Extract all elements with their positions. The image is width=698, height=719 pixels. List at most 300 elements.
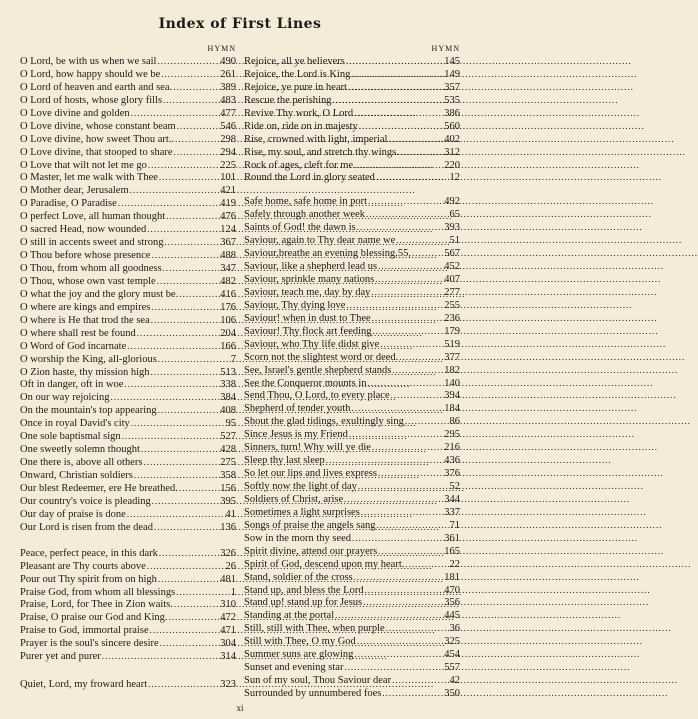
dot-leader xyxy=(130,184,217,198)
index-entry xyxy=(244,273,460,286)
index-entry xyxy=(244,519,460,532)
index-entry xyxy=(244,260,460,273)
first-line-text: One there is, above all others xyxy=(20,457,143,469)
index-entry xyxy=(244,159,460,172)
index-entry xyxy=(20,547,236,560)
hymn-number: 1 xyxy=(230,586,236,598)
dot-leader xyxy=(118,197,217,211)
hymn-number: 149 xyxy=(444,68,460,80)
hymn-number: 358 xyxy=(220,470,236,481)
hymn-number: 156 xyxy=(220,482,236,494)
dot-leader xyxy=(176,586,217,600)
first-line-text: O Thou before whose presence xyxy=(20,250,151,262)
first-line-text: Rescue the perishing xyxy=(244,94,332,106)
first-line-text: O sacred Head, now wounded xyxy=(20,224,147,236)
first-line-text: Safe home, safe home in port xyxy=(244,196,368,208)
first-line-text: Surrounded by unnumbered foes xyxy=(244,688,382,699)
dot-leader xyxy=(388,133,441,147)
hymn-number: 140 xyxy=(444,377,460,389)
index-entry xyxy=(20,171,236,184)
first-line-text: Shepherd of tender youth xyxy=(244,403,351,415)
hymn-number: 310 xyxy=(220,599,236,611)
index-entry xyxy=(20,443,236,456)
index-entry xyxy=(244,133,460,146)
hymn-number: 347 xyxy=(220,263,236,274)
index-entry xyxy=(244,532,460,545)
dot-leader xyxy=(158,573,217,587)
dot-leader xyxy=(354,571,441,585)
hymn-number: 42 xyxy=(449,675,460,687)
index-entry xyxy=(20,236,236,249)
dot-leader xyxy=(179,482,217,496)
hymn-number: 567 xyxy=(444,248,460,260)
first-line-text: Pour out Thy spirit from on high xyxy=(20,573,157,585)
dot-leader xyxy=(124,378,217,392)
dot-leader xyxy=(354,159,441,173)
index-entry xyxy=(20,68,236,81)
hymn-number: 220 xyxy=(444,159,460,171)
first-line-text: Rock of ages, cleft for me xyxy=(244,159,354,171)
first-line-text: O Love divine, whose constant beam xyxy=(20,120,176,132)
dot-leader xyxy=(147,223,217,237)
hymn-number: 101 xyxy=(220,172,236,184)
index-entry xyxy=(20,210,236,223)
dot-leader xyxy=(154,521,217,535)
hymn-number: 471 xyxy=(220,625,236,637)
dot-leader xyxy=(127,508,217,522)
first-line-text: One sweetly solemn thought xyxy=(20,444,140,456)
index-entry xyxy=(20,262,236,275)
first-line-text: Our day of praise is done xyxy=(20,508,126,520)
dot-leader xyxy=(351,68,441,82)
hymn-number: 428 xyxy=(220,444,236,456)
hymn-number: 298 xyxy=(220,133,236,145)
dot-leader xyxy=(157,275,217,289)
hymn-number: 476 xyxy=(220,211,236,223)
hymn-number: 490 xyxy=(220,56,236,67)
index-entry xyxy=(244,171,460,184)
index-entry xyxy=(244,622,460,635)
hymn-number: 261 xyxy=(220,68,236,80)
dot-leader xyxy=(346,55,441,69)
first-line-text: Saints of God! the dawn is xyxy=(244,222,356,234)
dot-leader xyxy=(163,94,217,108)
left-entries xyxy=(20,55,236,691)
first-line-text: O where are kings and empires xyxy=(20,301,151,313)
first-line-text: Shout the glad tidings, exultingly sing xyxy=(244,416,404,428)
hymn-number: 216 xyxy=(444,442,460,454)
dot-leader xyxy=(352,532,441,546)
index-entry xyxy=(20,366,236,379)
hymn-number: 204 xyxy=(220,327,236,339)
first-line-text: O Zion haste, thy mission high xyxy=(20,366,150,378)
dot-leader xyxy=(102,650,217,664)
dot-leader xyxy=(405,415,441,429)
first-line-text: Peace, perfect peace, in this dark xyxy=(20,547,158,559)
index-entry xyxy=(244,120,460,133)
first-line-text: Sunset and evening star xyxy=(244,662,344,674)
index-entry xyxy=(20,197,236,210)
index-entry xyxy=(20,482,236,495)
dot-leader xyxy=(127,340,217,354)
hymn-number: 26 xyxy=(225,560,236,572)
index-entry xyxy=(20,417,236,430)
index-entry xyxy=(20,340,236,353)
first-line-text: Saviour, Thy dying love xyxy=(244,299,346,311)
column-header-hymn: HYMN xyxy=(207,44,236,53)
first-line-text: Saviour, sprinkle many nations xyxy=(244,274,375,285)
first-line-text: Praise, O praise our God and King. xyxy=(20,612,168,624)
dot-leader xyxy=(361,506,441,520)
hymn-number: 277 xyxy=(444,286,460,298)
first-line-text: Still with Thee, O my God xyxy=(244,636,356,648)
hymn-number: 395 xyxy=(220,495,236,507)
hymn-number: 408 xyxy=(220,405,236,417)
dot-leader xyxy=(143,456,217,470)
hymn-number: 419 xyxy=(220,198,236,210)
hymn-number: 452 xyxy=(444,261,460,273)
index-entry xyxy=(20,249,236,262)
hymn-number: 325 xyxy=(444,636,460,648)
index-entry xyxy=(20,650,236,663)
dot-leader xyxy=(131,417,217,431)
index-entry xyxy=(20,469,236,482)
index-entry xyxy=(244,648,460,661)
hymn-number: 357 xyxy=(444,81,460,93)
hymn-number: 481 xyxy=(220,573,236,585)
index-entry xyxy=(244,55,460,68)
index-entry xyxy=(20,133,236,146)
dot-leader xyxy=(175,133,217,147)
hymn-number: 546 xyxy=(220,120,236,132)
index-entry xyxy=(20,353,236,366)
hymn-number: 367 xyxy=(220,237,236,249)
dot-leader xyxy=(377,519,441,533)
hymn-number: 181 xyxy=(444,571,460,583)
dot-leader xyxy=(148,678,217,692)
index-entry xyxy=(20,624,236,637)
index-entry xyxy=(20,560,236,573)
first-line-text: O Paradise, O Paradise xyxy=(20,198,117,210)
first-line-text: Pleasant are Thy courts above xyxy=(20,560,146,572)
hymn-number: 86 xyxy=(449,416,460,428)
first-line-text: See, Israel's gentle shepherd stands xyxy=(244,364,392,376)
hymn-number: 22 xyxy=(449,558,460,570)
dot-leader xyxy=(412,247,441,261)
first-line-text: O Mother dear, Jerusalem xyxy=(20,185,129,197)
index-entry xyxy=(20,223,236,236)
group-spacer xyxy=(20,534,236,547)
first-line-text: Saviour, who Thy life didst give xyxy=(244,338,380,350)
hymn-number: 492 xyxy=(444,196,460,208)
index-entry xyxy=(20,611,236,624)
dot-leader xyxy=(348,81,441,95)
page-number: xi xyxy=(236,703,244,713)
hymn-number: 376 xyxy=(444,468,460,480)
dot-leader xyxy=(399,351,441,365)
first-line-text: O Lord, how happy should we be xyxy=(20,68,161,80)
hymn-number: 472 xyxy=(220,612,236,624)
first-line-text: See the Conqueror mounts in xyxy=(244,377,367,389)
index-entry xyxy=(244,571,460,584)
dot-leader xyxy=(380,338,441,352)
dot-leader xyxy=(371,286,441,300)
index-column-left xyxy=(20,42,236,691)
first-line-text: Prayer is the soul's sincere desire xyxy=(20,638,159,650)
hymn-number: 377 xyxy=(444,351,460,363)
first-line-text: Stand up, and bless the Lord xyxy=(244,584,364,596)
first-line-text: Our Lord is risen from the dead xyxy=(20,521,153,533)
first-line-text: Rejoice, ye pure in heart xyxy=(244,81,347,93)
dot-leader xyxy=(177,120,217,134)
hymn-number: 12 xyxy=(449,172,460,184)
dot-leader xyxy=(151,366,218,380)
dot-leader xyxy=(160,637,217,651)
first-line-text: Rise, crowned with light, imperial xyxy=(244,133,388,145)
first-line-text: On the mountain's top appearing xyxy=(20,405,157,417)
hymn-number: 326 xyxy=(220,547,236,559)
dot-leader xyxy=(158,353,217,367)
first-line-text: One sole baptismal sign xyxy=(20,431,121,443)
dot-leader xyxy=(344,661,441,675)
dot-leader xyxy=(151,314,217,328)
dot-leader xyxy=(326,454,441,468)
hymn-number: 7 xyxy=(230,353,236,365)
dot-leader xyxy=(157,55,217,69)
hymn-number: 51 xyxy=(449,235,460,247)
index-entry xyxy=(244,221,460,234)
hymn-number: 165 xyxy=(444,545,460,557)
first-line-text: O Lord, be with us when we sail xyxy=(20,56,157,67)
first-line-text: Praise, Lord, for Thee in Zion waits. xyxy=(20,599,173,611)
index-entry xyxy=(244,635,460,648)
index-entry xyxy=(20,159,236,172)
hymn-number: 402 xyxy=(444,133,460,145)
first-line-text: Rejoice, all ye believers xyxy=(244,56,345,67)
first-line-text: Oft in danger, oft in woe xyxy=(20,379,124,391)
dot-leader xyxy=(365,584,441,598)
first-line-text: Sleep thy last sleep xyxy=(244,455,325,467)
first-line-text: Songs of praise the angels sang xyxy=(244,519,376,531)
dot-leader xyxy=(122,430,217,444)
dot-leader xyxy=(164,236,217,250)
hymn-number: 36 xyxy=(449,623,460,635)
first-line-text: Purer yet and purer xyxy=(20,651,101,663)
index-entry xyxy=(244,247,460,260)
dot-leader xyxy=(375,273,441,287)
dot-leader xyxy=(141,443,217,457)
dot-leader xyxy=(378,260,441,274)
dot-leader xyxy=(131,107,217,121)
dot-leader xyxy=(372,312,441,326)
hymn-number: 393 xyxy=(444,222,460,234)
dot-leader xyxy=(373,325,441,339)
dot-leader xyxy=(359,120,441,134)
hymn-number: 421 xyxy=(220,185,236,197)
index-entry xyxy=(244,454,460,467)
index-entry xyxy=(244,480,460,493)
dot-leader xyxy=(174,598,217,612)
dot-leader xyxy=(391,389,441,403)
hymn-number: 145 xyxy=(444,56,460,67)
first-line-text: O Master, let me walk with Thee xyxy=(20,172,158,184)
first-line-text: O Love divine and golden xyxy=(20,107,130,119)
dot-leader xyxy=(159,171,217,185)
index-entry xyxy=(244,146,460,159)
dot-leader xyxy=(151,301,217,315)
hymn-number: 407 xyxy=(444,274,460,285)
dot-leader xyxy=(159,547,217,561)
first-line-text: O Thou, from whom all goodness xyxy=(20,263,162,274)
dot-leader xyxy=(332,94,441,108)
first-line-text: Saviour, like a shepherd lead us xyxy=(244,261,378,273)
dot-leader xyxy=(147,560,217,574)
index-entry xyxy=(20,120,236,133)
first-line-text: Praise to God, immortal praise xyxy=(20,625,149,637)
index-entry xyxy=(244,596,460,609)
first-line-text: Saviour, teach me, day by day xyxy=(244,286,371,298)
hymn-number: 176 xyxy=(220,301,236,313)
index-entry xyxy=(20,521,236,534)
dot-leader xyxy=(166,210,217,224)
dot-leader xyxy=(152,495,217,509)
hymn-number: 304 xyxy=(220,638,236,650)
index-entry xyxy=(244,364,460,377)
group-spacer xyxy=(244,184,460,195)
first-line-text: Scorn not the slightest word or deed. xyxy=(244,351,399,363)
dot-leader xyxy=(335,609,441,623)
index-entry xyxy=(20,573,236,586)
index-entry xyxy=(244,94,460,107)
index-entry xyxy=(20,146,236,159)
hymn-number: 445 xyxy=(444,610,460,622)
first-line-text: Praise God, from whom all blessings xyxy=(20,586,176,598)
index-entry xyxy=(20,378,236,391)
index-entry xyxy=(244,208,460,221)
index-entry xyxy=(244,441,460,454)
dot-leader xyxy=(161,68,217,82)
hymn-number: 436 xyxy=(444,455,460,467)
dot-leader xyxy=(134,469,217,483)
dot-leader xyxy=(363,596,441,610)
hymn-number: 225 xyxy=(220,159,236,171)
first-line-text: Revive Thy work, O Lord xyxy=(244,107,354,119)
hymn-number: 295 xyxy=(444,429,460,441)
hymn-number: 124 xyxy=(220,224,236,236)
first-line-text: Round the Lord in glory seated xyxy=(244,172,375,184)
group-spacer xyxy=(20,663,236,678)
first-line-text: Sometimes a light surprises xyxy=(244,506,360,518)
index-entry xyxy=(244,286,460,299)
dot-leader xyxy=(174,146,217,160)
dot-leader xyxy=(354,107,441,121)
first-line-text: O Thou, whose own vast temple xyxy=(20,275,156,287)
index-entry xyxy=(244,299,460,312)
index-entry xyxy=(244,81,460,94)
first-line-text: On our way rejoicing xyxy=(20,392,110,404)
index-entry xyxy=(244,389,460,402)
index-entry xyxy=(244,545,460,558)
hymn-number: 356 xyxy=(444,597,460,609)
first-line-text: Soldiers of Christ, arise xyxy=(244,493,344,505)
index-entry xyxy=(244,428,460,441)
hymn-number: 350 xyxy=(444,688,460,699)
index-entry xyxy=(244,609,460,622)
dot-leader xyxy=(366,208,441,222)
dot-leader xyxy=(396,234,441,248)
dot-leader xyxy=(169,611,217,625)
dot-leader xyxy=(150,624,217,638)
hymn-number: 95 xyxy=(225,418,236,430)
dot-leader xyxy=(400,146,441,160)
first-line-text: O Love that wilt not let me go xyxy=(20,159,147,171)
first-line-text: Onward, Christian soldiers xyxy=(20,470,133,481)
hymn-number: 338 xyxy=(220,379,236,391)
hymn-number: 41 xyxy=(225,508,236,520)
index-entry xyxy=(244,493,460,506)
dot-leader xyxy=(148,159,217,173)
index-entry xyxy=(20,81,236,94)
dot-leader xyxy=(392,364,441,378)
hymn-number: 483 xyxy=(220,94,236,106)
first-line-text: O Lord of heaven and earth and sea. xyxy=(20,81,173,93)
index-entry xyxy=(244,467,460,480)
first-line-text: O worship the King, all-glorious xyxy=(20,353,157,365)
dot-leader xyxy=(378,467,441,481)
first-line-text: Safely through another week xyxy=(244,209,366,221)
first-line-text: Spirit divine, attend our prayers xyxy=(244,545,378,557)
first-line-text: Saviour,breathe an evening blessing.55, xyxy=(244,248,411,260)
first-line-text: O Love divine, that stooped to share xyxy=(20,146,173,158)
dot-leader xyxy=(405,558,441,572)
hymn-number: 179 xyxy=(444,325,460,337)
hymn-number: 182 xyxy=(444,364,460,376)
dot-leader xyxy=(163,262,217,276)
hymn-number: 71 xyxy=(449,519,460,531)
dot-leader xyxy=(151,249,217,263)
dot-leader xyxy=(372,441,441,455)
first-line-text: Standing at the portal xyxy=(244,610,335,622)
hymn-number: 314 xyxy=(220,651,236,663)
dot-leader xyxy=(179,288,217,302)
first-line-text: O where shall rest be found xyxy=(20,327,136,339)
index-entry xyxy=(244,338,460,351)
first-line-text: Sun of my soul, Thou Saviour dear xyxy=(244,675,392,687)
index-entry xyxy=(20,598,236,611)
index-entry xyxy=(244,377,460,390)
index-entry xyxy=(20,107,236,120)
dot-leader xyxy=(349,428,441,442)
first-line-text: O Love divine, how sweet Thou art.. xyxy=(20,133,175,145)
page-title: Index of First Lines xyxy=(158,16,322,32)
first-line-text: Quiet, Lord, my froward heart xyxy=(20,679,148,691)
index-entry xyxy=(244,584,460,597)
dot-leader xyxy=(392,674,441,688)
hymn-number: 560 xyxy=(444,120,460,132)
hymn-number: 166 xyxy=(220,340,236,352)
dot-leader xyxy=(382,687,441,701)
hymn-number: 454 xyxy=(444,649,460,661)
index-entry xyxy=(244,325,460,338)
index-entry xyxy=(244,195,460,208)
first-line-text: Softly now the light of day xyxy=(244,481,357,492)
first-line-text: O Word of God incarnate xyxy=(20,340,127,352)
index-entry xyxy=(20,184,236,197)
index-entry xyxy=(244,234,460,247)
first-line-text: Sinners, turn! Why will ye die xyxy=(244,442,371,454)
first-line-text: So let our lips and lives express xyxy=(244,468,377,480)
dot-leader xyxy=(386,622,441,636)
